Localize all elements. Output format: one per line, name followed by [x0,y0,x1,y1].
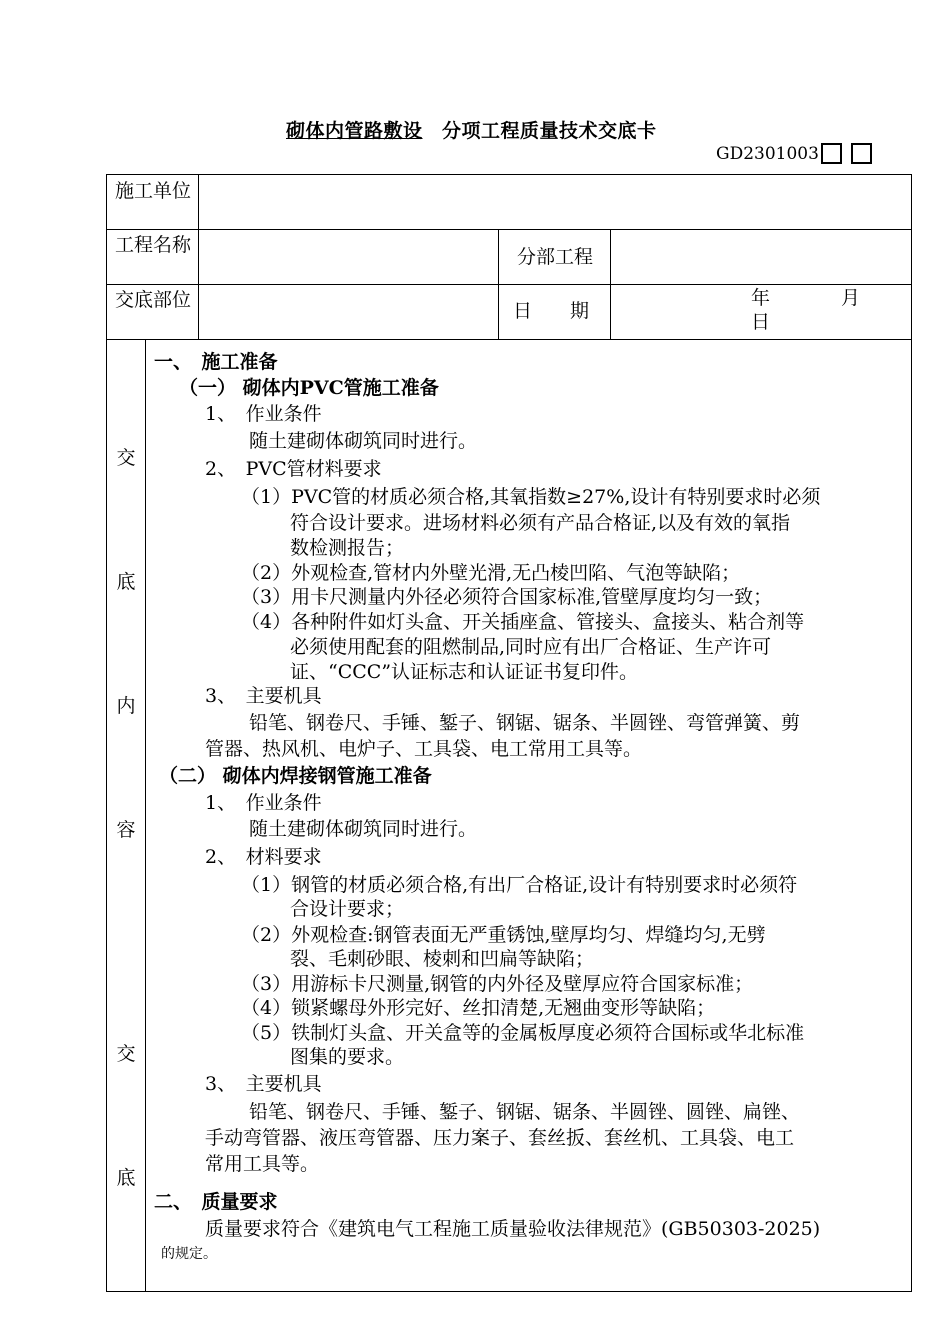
list-item-cont: 符合设计要求。进场材料必须有产品合格证,以及有效的氧指 [290,512,791,534]
list-item: （1）PVC管的材质必须合格,其氧指数≥27%,设计有特别要求时必须 [241,486,821,508]
section-heading: 一、 施工准备 [154,351,278,373]
list-item-cont: 图集的要求。 [290,1046,405,1068]
side-label-char: 底 [116,571,136,593]
item-heading: 3、 主要机具 [205,1073,322,1095]
list-item: （4）锁紧螺母外形完好、丝扣清楚,无翘曲变形等缺陷； [241,997,716,1019]
side-label-char: 内 [116,695,136,717]
paragraph: 铅笔、钢卷尺、手锤、錾子、钢锯、锯条、半圆锉、圆锉、扁锉、 [249,1101,801,1123]
side-label-char: 容 [116,819,136,841]
list-item-cont: 合设计要求； [290,898,405,920]
date-label: 日 期 [513,300,590,322]
paragraph: 手动弯管器、液压弯管器、压力案子、套丝扳、套丝机、工具袋、电工 [205,1127,795,1149]
paragraph: 管器、热风机、电炉子、工具袋、电工常用工具等。 [205,738,643,760]
code-checkbox-1[interactable] [821,143,842,164]
list-item: （4）各种附件如灯头盒、开关插座盒、管接头、盒接头、粘合剂等 [241,611,805,633]
subsection-heading: （二） 砌体内焊接钢管施工准备 [159,765,432,787]
paragraph: 随土建砌体砌筑同时进行。 [249,818,478,840]
paragraph: 质量要求符合《建筑电气工程施工质量验收法律规范》(GB50303-2025) [205,1218,821,1240]
unit-label: 施工单位 [115,180,192,202]
disclosure-table [106,174,912,1292]
list-item-cont: 必须使用配套的阻燃制品,同时应有出厂合格证、生产许可 [290,636,772,658]
sub-project-label: 分部工程 [516,246,593,268]
list-item: （3）用卡尺测量内外径必须符合国家标准,管壁厚度均匀一致； [241,586,773,608]
paragraph: 铅笔、钢卷尺、手锤、錾子、钢锯、锯条、半圆锉、弯管弹簧、剪 [249,712,801,734]
list-item: （3）用游标卡尺测量,钢管的内外径及壁厚应符合国家标准； [241,973,754,995]
document-title [286,116,657,143]
side-label-char: 底 [116,1167,136,1189]
date-year: 年 [751,287,771,309]
list-item-cont: 数检测报告； [290,537,405,559]
document-code [716,143,872,164]
list-item: （2）外观检查:钢管表面无严重锈蚀,壁厚均匀、焊缝均匀,无劈 [241,924,766,946]
code-text: GD2301003 [716,143,819,164]
part-label: 交底部位 [115,289,192,311]
item-heading: 1、 作业条件 [205,792,322,814]
item-heading: 3、 主要机具 [205,685,322,707]
item-heading: 2、 材料要求 [205,846,322,868]
side-label-char: 交 [116,1043,136,1065]
paragraph: 常用工具等。 [205,1153,320,1175]
date-month: 月 [841,287,861,309]
list-item-cont: 证、“CCC”认证标志和认证证书复印件。 [290,661,639,683]
code-checkbox-2[interactable] [851,143,872,164]
item-heading: 2、 PVC管材料要求 [205,458,382,480]
section-heading: 二、 质量要求 [154,1191,278,1213]
title-subject: 砌体内管路敷设 [286,120,423,142]
list-item: （2）外观检查,管材内外壁光滑,无凸棱凹陷、气泡等缺陷； [241,562,741,584]
item-heading: 1、 作业条件 [205,403,322,425]
list-item-cont: 裂、毛刺砂眼、棱刺和凹扁等缺陷； [290,948,595,970]
title-rest: 分项工程质量技术交底卡 [442,120,657,142]
list-item: （1）钢管的材质必须合格,有出厂合格证,设计有特别要求时必须符 [241,874,798,896]
subsection-heading: （一） 砌体内PVC管施工准备 [179,377,439,399]
side-label-char: 交 [116,447,136,469]
list-item: （5）铁制灯头盒、开关盒等的金属板厚度必须符合国标或华北标准 [241,1022,805,1044]
date-day: 日 [751,311,771,333]
project-label: 工程名称 [115,234,192,256]
paragraph: 随土建砌体砌筑同时进行。 [249,430,478,452]
paragraph: 的规定。 [161,1246,217,1262]
